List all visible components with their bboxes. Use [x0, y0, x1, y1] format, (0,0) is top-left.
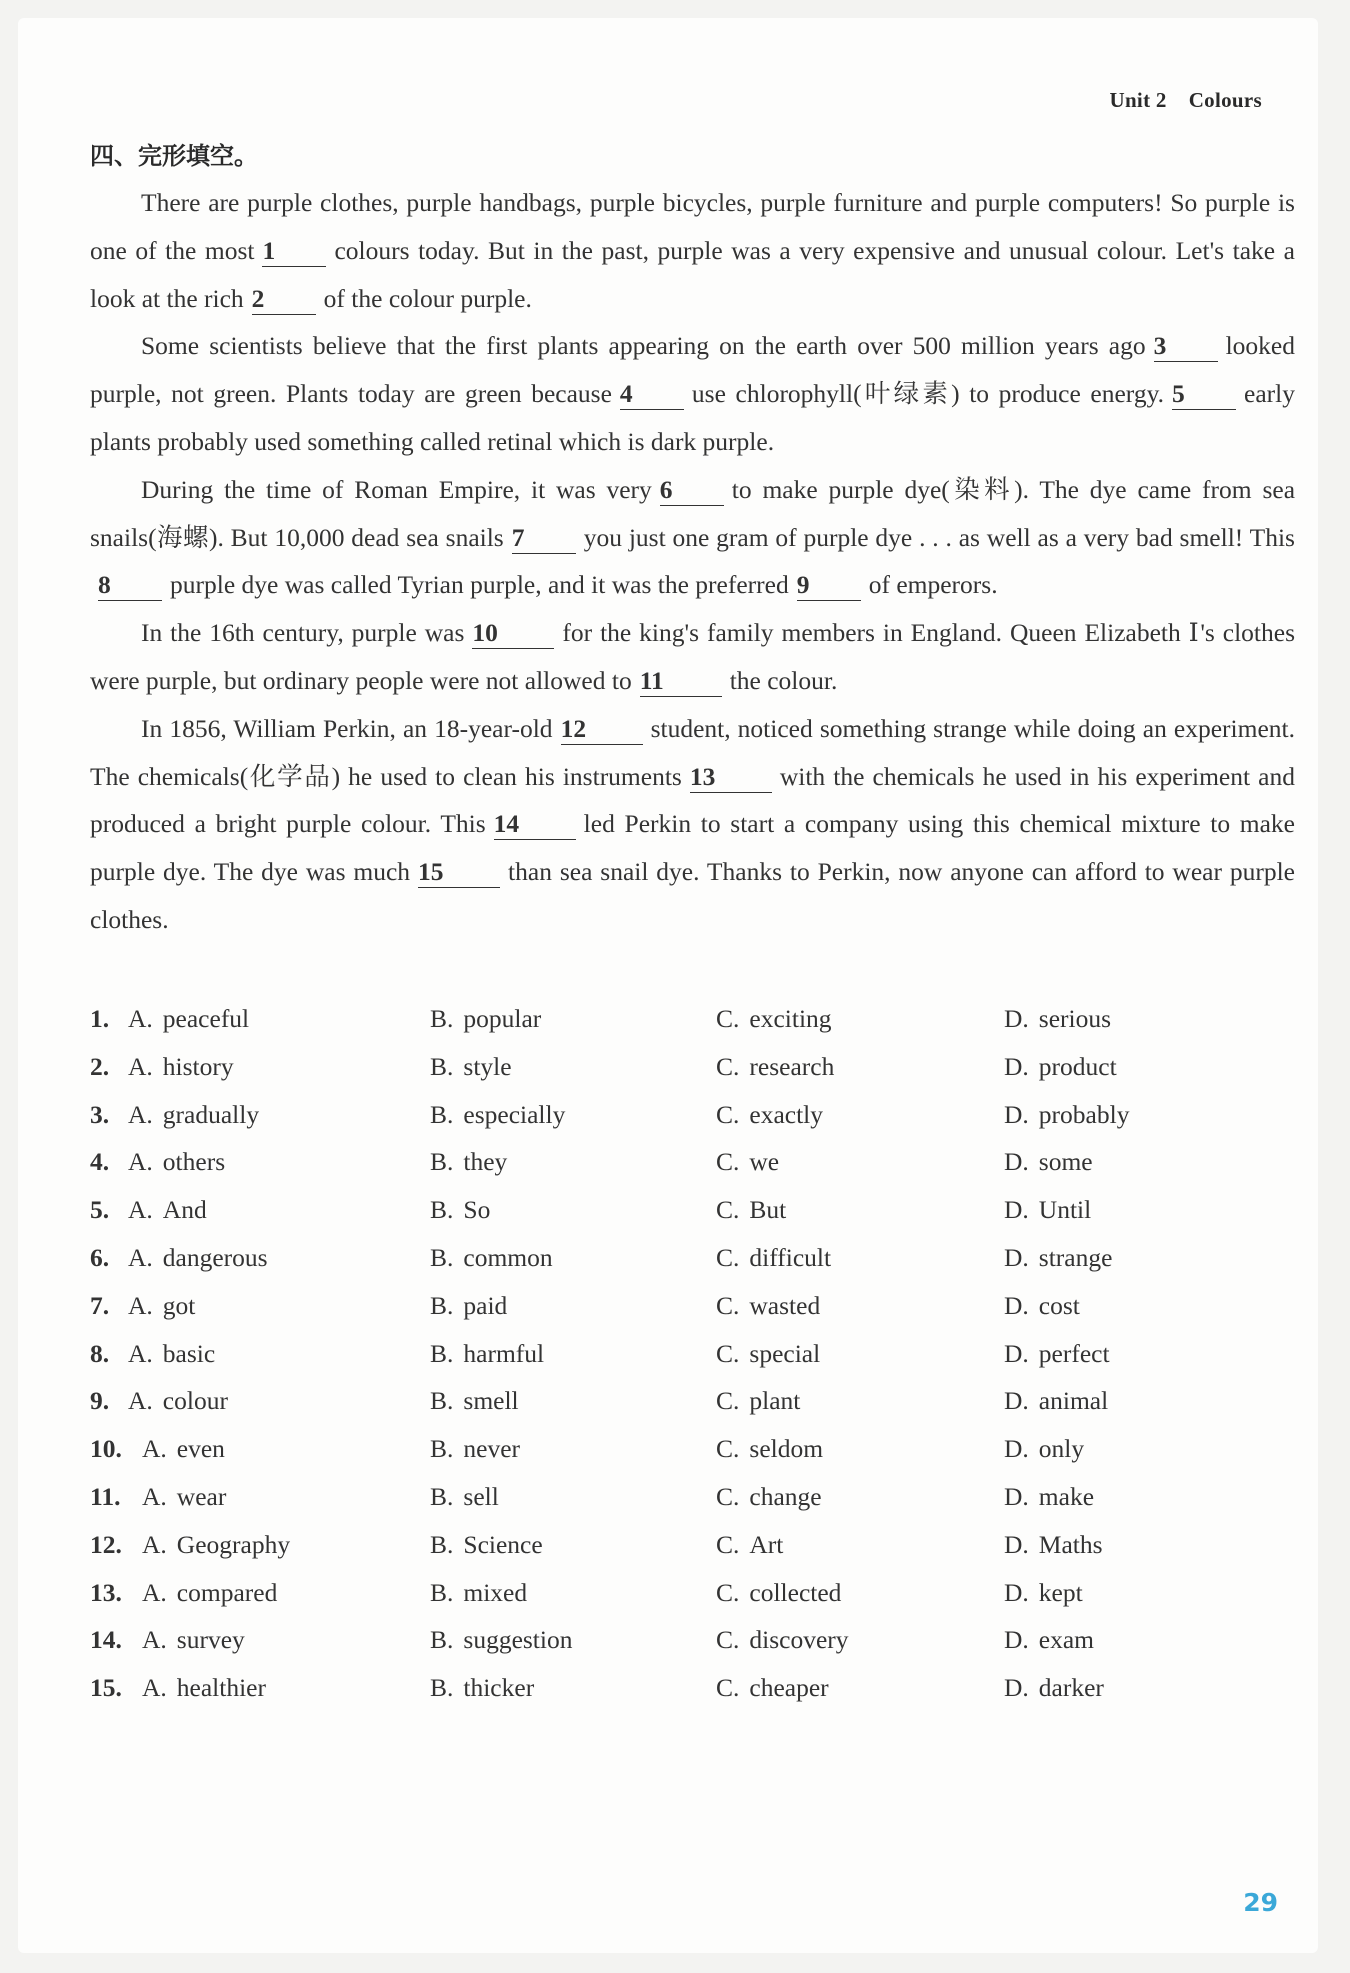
- option-letter: D.: [1004, 1481, 1029, 1511]
- blank-8: 8: [98, 570, 162, 601]
- blank-2: 2: [252, 284, 316, 315]
- option-c: [716, 1052, 834, 1082]
- question-number: 1.: [90, 1004, 110, 1033]
- option-letter: A.: [142, 1481, 167, 1511]
- option-d: [1004, 1291, 1080, 1321]
- option-a: [128, 1339, 215, 1369]
- option-text: never: [463, 1434, 521, 1464]
- option-c: [716, 1386, 800, 1416]
- option-letter: B.: [430, 1386, 454, 1416]
- option-text: colour: [162, 1386, 228, 1416]
- question-number: 13.: [90, 1577, 122, 1607]
- option-text: smell: [463, 1386, 519, 1416]
- option-letter: A.: [128, 1242, 153, 1272]
- question-row: [90, 1283, 1290, 1331]
- option-letter: D.: [1004, 1338, 1029, 1368]
- option-c: [716, 1195, 786, 1225]
- option-text: some: [1038, 1147, 1093, 1177]
- option-letter: A.: [128, 1147, 153, 1177]
- question-row: [90, 1092, 1290, 1140]
- section-title: 四、完形填空。: [90, 142, 258, 170]
- option-b: [430, 1052, 512, 1082]
- question-row: [90, 1331, 1290, 1379]
- option-letter: D.: [1004, 1625, 1029, 1655]
- option-letter: D.: [1004, 1577, 1029, 1607]
- passage-text: with the chemicals he used in his experiment and produced a bright purple colour. This: [90, 761, 1295, 839]
- question-number: 10.: [90, 1434, 122, 1464]
- option-letter: D.: [1004, 1099, 1029, 1129]
- option-text: change: [749, 1481, 822, 1511]
- option-text: common: [463, 1242, 553, 1272]
- option-a: [128, 1386, 228, 1416]
- option-letter: C.: [716, 1051, 740, 1081]
- option-letter: A.: [142, 1673, 167, 1703]
- option-text: cheaper: [749, 1673, 829, 1703]
- passage-paragraph: [90, 609, 1295, 705]
- option-text: suggestion: [463, 1625, 573, 1655]
- option-letter: B.: [430, 1242, 454, 1272]
- option-text: compared: [176, 1577, 278, 1607]
- question-row: [90, 1235, 1290, 1283]
- option-text: special: [749, 1338, 821, 1368]
- option-text: others: [162, 1147, 226, 1177]
- option-c: [716, 1291, 820, 1321]
- option-a: [142, 1673, 266, 1703]
- question-row: [90, 1426, 1290, 1474]
- passage-text: of the colour purple.: [323, 283, 532, 313]
- passage-text: looked purple, not green. Plants today are green because: [90, 331, 1295, 409]
- option-b: [430, 1386, 519, 1416]
- option-text: seldom: [749, 1434, 824, 1464]
- option-d: [1004, 1434, 1084, 1464]
- option-b: [430, 1100, 565, 1130]
- option-text: cost: [1038, 1290, 1080, 1320]
- option-text: difficult: [749, 1242, 832, 1272]
- option-c: [716, 1578, 841, 1608]
- blank-13: 13: [690, 762, 772, 793]
- option-letter: C.: [716, 1290, 740, 1320]
- question-number: 15.: [90, 1673, 122, 1703]
- question-number: 7.: [90, 1290, 110, 1320]
- passage-text: early plants probably used something called retinal which is dark purple.: [90, 379, 1296, 456]
- option-c: [716, 1625, 849, 1655]
- option-a: [142, 1434, 225, 1464]
- option-d: [1004, 1530, 1103, 1560]
- question-row: [90, 1522, 1290, 1570]
- option-letter: A.: [128, 1290, 153, 1320]
- option-b: [430, 1530, 543, 1560]
- question-row: [90, 1187, 1290, 1235]
- option-b: [430, 1434, 520, 1464]
- question-row: [90, 1044, 1290, 1092]
- option-text: discovery: [749, 1625, 849, 1655]
- option-text: basic: [162, 1338, 216, 1368]
- blank-10: 10: [472, 618, 554, 649]
- option-text: mixed: [463, 1577, 528, 1607]
- question-row: [90, 1570, 1290, 1618]
- blank-9: 9: [797, 570, 861, 601]
- option-letter: D.: [1004, 1195, 1029, 1225]
- passage-text: purple dye was called Tyrian purple, and it was the preferred: [170, 570, 789, 600]
- option-b: [430, 1673, 534, 1703]
- passage-text: led Perkin to start a company using this chemical mixture to make purple dye. The dye was much: [90, 809, 1295, 887]
- option-letter: D.: [1004, 1051, 1029, 1081]
- blank-6: 6: [660, 475, 724, 506]
- option-d: [1004, 1147, 1093, 1177]
- option-letter: A.: [142, 1529, 167, 1559]
- blank-11: 11: [640, 666, 722, 697]
- option-text: even: [176, 1434, 225, 1464]
- option-text: exam: [1038, 1625, 1095, 1655]
- option-letter: C.: [716, 1242, 740, 1272]
- option-text: research: [749, 1051, 835, 1081]
- question-number: 6.: [90, 1242, 110, 1272]
- option-a: [128, 1100, 259, 1130]
- option-letter: D.: [1004, 1147, 1029, 1177]
- workbook-page: [18, 18, 1318, 1953]
- option-a: [128, 1004, 249, 1034]
- running-header: [1109, 88, 1262, 113]
- option-d: [1004, 1578, 1083, 1608]
- option-text: probably: [1038, 1099, 1130, 1129]
- option-c: [716, 1004, 832, 1034]
- passage-text: to make purple dye(染料). The dye came from sea snails(海螺). But 10,000 dead sea snails: [90, 474, 1296, 552]
- option-letter: B.: [430, 1625, 454, 1655]
- option-letter: C.: [716, 1147, 740, 1177]
- option-letter: D.: [1004, 1004, 1029, 1033]
- option-b: [430, 1578, 527, 1608]
- option-letter: B.: [430, 1481, 454, 1511]
- option-text: especially: [463, 1099, 566, 1129]
- option-text: kept: [1038, 1577, 1083, 1607]
- option-letter: C.: [716, 1673, 740, 1703]
- cloze-passage: [90, 179, 1295, 944]
- passage-text: you just one gram of purple dye . . . as well as a very bad smell! This: [583, 522, 1295, 552]
- question-number: 9.: [90, 1386, 110, 1416]
- option-letter: B.: [430, 1195, 454, 1225]
- option-b: [430, 1291, 507, 1321]
- option-text: strange: [1038, 1242, 1113, 1272]
- question-number: 11.: [90, 1481, 121, 1511]
- passage-paragraph: [90, 466, 1295, 609]
- option-letter: B.: [430, 1147, 454, 1177]
- blank-15: 15: [418, 857, 500, 888]
- option-text: collected: [749, 1577, 842, 1607]
- question-number: 3.: [90, 1099, 110, 1129]
- passage-text: for the king's family members in England. Queen Elizabeth Ⅰ's clothes were purple, but ordinary people were not allowed to: [90, 618, 1296, 695]
- option-text: Until: [1038, 1195, 1092, 1225]
- blank-1: 1: [262, 236, 326, 267]
- option-a: [128, 1243, 268, 1273]
- option-text: harmful: [463, 1338, 545, 1368]
- option-text: But: [749, 1195, 787, 1225]
- question-number: 8.: [90, 1338, 110, 1368]
- option-text: animal: [1038, 1386, 1109, 1416]
- question-number: 2.: [90, 1051, 110, 1081]
- question-row: [90, 1617, 1290, 1665]
- option-letter: A.: [128, 1195, 153, 1225]
- option-c: [716, 1673, 829, 1703]
- option-text: Science: [463, 1529, 543, 1559]
- option-text: thicker: [463, 1673, 535, 1703]
- option-b: [430, 1339, 544, 1369]
- passage-paragraph: [90, 179, 1295, 322]
- option-c: [716, 1243, 831, 1273]
- option-a: [128, 1147, 225, 1177]
- option-b: [430, 1004, 541, 1034]
- option-letter: D.: [1004, 1673, 1029, 1703]
- option-letter: B.: [430, 1529, 454, 1559]
- option-letter: A.: [142, 1625, 167, 1655]
- option-letter: B.: [430, 1004, 454, 1033]
- option-letter: B.: [430, 1338, 454, 1368]
- passage-text: During the time of Roman Empire, it was very: [141, 474, 652, 504]
- option-letter: D.: [1004, 1386, 1029, 1416]
- option-d: [1004, 1386, 1108, 1416]
- passage-text: Some scientists believe that the first plants appearing on the earth over 500 million years ago: [141, 331, 1146, 361]
- option-text: wasted: [749, 1290, 821, 1320]
- passage-text: There are purple clothes, purple handbags, purple bicycles, purple furniture and purple computers! So purple is one of the most: [90, 188, 1295, 265]
- option-letter: B.: [430, 1051, 454, 1081]
- option-text: survey: [176, 1625, 245, 1655]
- option-text: healthier: [176, 1673, 266, 1703]
- question-row: [90, 1665, 1290, 1713]
- option-text: style: [463, 1051, 512, 1081]
- blank-7: 7: [512, 523, 576, 554]
- option-text: history: [162, 1051, 234, 1081]
- option-letter: C.: [716, 1195, 740, 1225]
- option-letter: C.: [716, 1625, 740, 1655]
- option-text: wear: [176, 1481, 227, 1511]
- answer-options: [90, 996, 1290, 1713]
- option-d: [1004, 1339, 1110, 1369]
- option-text: paid: [463, 1290, 508, 1320]
- question-number: 12.: [90, 1529, 122, 1559]
- option-text: exactly: [749, 1099, 824, 1129]
- option-text: product: [1038, 1051, 1117, 1081]
- option-text: sell: [463, 1481, 499, 1511]
- passage-text: colours today. But in the past, purple was a very expensive and unusual colour. Let's take a look at the rich: [90, 235, 1295, 313]
- option-letter: C.: [716, 1004, 740, 1033]
- option-letter: A.: [142, 1434, 167, 1464]
- option-letter: C.: [716, 1481, 740, 1511]
- option-text: dangerous: [162, 1242, 268, 1272]
- question-row: [90, 996, 1290, 1044]
- option-c: [716, 1100, 823, 1130]
- option-letter: A.: [128, 1004, 153, 1033]
- option-c: [716, 1147, 779, 1177]
- option-a: [128, 1195, 207, 1225]
- option-letter: B.: [430, 1434, 454, 1464]
- blank-12: 12: [561, 714, 643, 745]
- option-text: gradually: [162, 1099, 260, 1129]
- option-a: [142, 1578, 277, 1608]
- option-letter: D.: [1004, 1529, 1029, 1559]
- option-c: [716, 1339, 820, 1369]
- option-d: [1004, 1482, 1094, 1512]
- option-letter: A.: [128, 1051, 153, 1081]
- option-letter: B.: [430, 1673, 454, 1703]
- option-d: [1004, 1673, 1104, 1703]
- option-text: got: [162, 1290, 196, 1320]
- option-b: [430, 1243, 553, 1273]
- option-b: [430, 1482, 499, 1512]
- option-c: [716, 1482, 822, 1512]
- option-letter: B.: [430, 1099, 454, 1129]
- passage-paragraph: [90, 705, 1295, 944]
- option-text: they: [463, 1147, 508, 1177]
- unit-label: Unit 2: [1109, 88, 1167, 112]
- option-c: [716, 1530, 783, 1560]
- option-letter: C.: [716, 1434, 740, 1464]
- option-letter: C.: [716, 1529, 740, 1559]
- blank-3: 3: [1154, 331, 1218, 362]
- option-text: Geography: [176, 1529, 291, 1559]
- blank-14: 14: [494, 809, 576, 840]
- option-text: Art: [749, 1529, 784, 1559]
- option-text: So: [463, 1195, 491, 1225]
- option-a: [142, 1530, 290, 1560]
- option-letter: A.: [128, 1099, 153, 1129]
- question-number: 5.: [90, 1195, 110, 1225]
- passage-text: the colour.: [729, 665, 838, 695]
- question-number: 14.: [90, 1625, 122, 1655]
- option-a: [128, 1052, 234, 1082]
- option-d: [1004, 1004, 1111, 1034]
- option-letter: A.: [128, 1386, 153, 1416]
- option-text: only: [1038, 1434, 1085, 1464]
- option-d: [1004, 1625, 1094, 1655]
- option-letter: C.: [716, 1338, 740, 1368]
- unit-title: Colours: [1188, 88, 1262, 112]
- option-d: [1004, 1243, 1112, 1273]
- passage-text: student, noticed something strange while doing an experiment. The chemicals(化学品) he used to clean his instruments: [90, 713, 1295, 791]
- blank-5: 5: [1172, 379, 1236, 410]
- option-letter: D.: [1004, 1242, 1029, 1272]
- option-b: [430, 1625, 572, 1655]
- question-row: [90, 1378, 1290, 1426]
- passage-text: than sea snail dye. Thanks to Perkin, now anyone can afford to wear purple clothes.: [90, 857, 1295, 934]
- option-text: serious: [1038, 1004, 1112, 1033]
- option-d: [1004, 1100, 1129, 1130]
- option-letter: A.: [128, 1338, 153, 1368]
- passage-paragraph: [90, 322, 1295, 465]
- passage-text: In 1856, William Perkin, an 18-year-old: [141, 713, 553, 743]
- option-letter: C.: [716, 1386, 740, 1416]
- option-text: peaceful: [162, 1004, 250, 1033]
- option-a: [128, 1291, 195, 1321]
- question-number: 4.: [90, 1147, 110, 1177]
- option-text: And: [162, 1195, 207, 1225]
- option-d: [1004, 1052, 1117, 1082]
- option-b: [430, 1195, 490, 1225]
- option-text: perfect: [1038, 1338, 1110, 1368]
- question-row: [90, 1139, 1290, 1187]
- option-letter: D.: [1004, 1434, 1029, 1464]
- option-a: [142, 1482, 226, 1512]
- option-text: popular: [463, 1004, 542, 1033]
- page-number: 29: [1243, 1888, 1278, 1917]
- passage-text: of emperors.: [868, 570, 998, 600]
- option-letter: A.: [142, 1577, 167, 1607]
- option-text: plant: [749, 1386, 801, 1416]
- option-letter: C.: [716, 1099, 740, 1129]
- option-a: [142, 1625, 245, 1655]
- passage-text: In the 16th century, purple was: [141, 618, 465, 648]
- option-letter: D.: [1004, 1290, 1029, 1320]
- option-text: darker: [1038, 1673, 1104, 1703]
- option-letter: B.: [430, 1290, 454, 1320]
- option-c: [716, 1434, 823, 1464]
- option-text: make: [1038, 1481, 1095, 1511]
- question-row: [90, 1474, 1290, 1522]
- option-b: [430, 1147, 507, 1177]
- option-text: we: [749, 1147, 780, 1177]
- option-letter: B.: [430, 1577, 454, 1607]
- option-text: Maths: [1038, 1529, 1103, 1559]
- passage-text: use chlorophyll(叶绿素) to produce energy.: [691, 379, 1165, 409]
- option-letter: C.: [716, 1577, 740, 1607]
- blank-4: 4: [620, 379, 684, 410]
- option-text: exciting: [749, 1004, 832, 1033]
- option-d: [1004, 1195, 1091, 1225]
